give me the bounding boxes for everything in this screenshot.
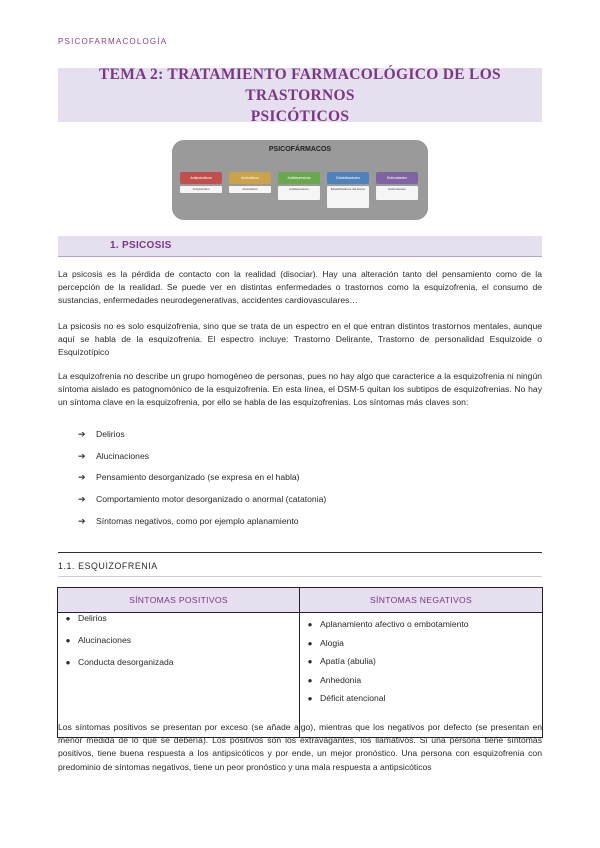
paragraph-psychosis-spectrum: La psicosis no es solo esquizofrenia, sino que se trata de un espectro en el que entran distintos trastornos mentales, aunque aquí se habla de la esquizofrenia. El espectro incluye: Trastorno Delirante, Trastorno de personalidad Esquizoide o Esquizotípico bbox=[58, 321, 542, 358]
arrow-icon: ➔ bbox=[78, 515, 86, 526]
diagram-title: PSICOFÁRMACOS bbox=[268, 146, 332, 153]
paragraph-symptoms-explanation: Los síntomas positivos se presentan por exceso (se añade algo), mientras que los negativos por defecto (se presentan en menor medida de lo que se debería). Los positivos son los extravagantes, los llamativos. Si una persona tiene síntomas positivos, tiene buena respuesta a los antipsicóticos y por ende, un mejor pronóstico. Una persona con esquizofrenia con predominio de síntomas negativos, tiene un peor pronóstico y una mala respuesta a antipsicóticos bbox=[58, 722, 542, 772]
diagram-category-antipsychotics: Antipsicóticos Antipsicótico bbox=[180, 172, 222, 193]
bullet-icon: ● bbox=[65, 614, 71, 623]
bullet-icon: ● bbox=[307, 620, 313, 629]
topic-title-box bbox=[58, 65, 542, 125]
table-list-item: ● Conducta desorganizada bbox=[58, 657, 299, 679]
bullet-icon: ● bbox=[65, 636, 71, 645]
arrow-icon: ➔ bbox=[78, 494, 86, 505]
bullet-icon: ● bbox=[307, 657, 313, 667]
subsection-heading: 1.1. ESQUIZOFRENIA bbox=[58, 561, 158, 571]
diagram-category-anxiolytics: Ansiolíticos Ansiolíticos bbox=[229, 172, 271, 193]
diagram-category-stimulants: Estimulantes Estimulantes bbox=[376, 172, 418, 200]
negative-symptoms-header: SÍNTOMAS NEGATIVOS bbox=[300, 588, 543, 613]
table-list-item: ● Aplanamiento afectivo o embotamiento bbox=[300, 619, 542, 638]
section-heading-bar bbox=[58, 236, 542, 257]
bullet-icon: ● bbox=[65, 658, 71, 667]
table-list-item: ● Anhedonia bbox=[300, 675, 542, 694]
bullet-icon: ● bbox=[307, 675, 313, 685]
diagram-category-antidepressants: Antidepresivos Antidepresivos bbox=[278, 172, 320, 200]
table-list-item: ● Alucinaciones bbox=[58, 635, 299, 657]
bullet-icon: ● bbox=[307, 694, 313, 704]
symptoms-table bbox=[57, 587, 543, 738]
table-list-item: ● Alogia bbox=[300, 638, 542, 657]
divider bbox=[58, 552, 542, 553]
page-header: PSICOFARMACOLOGÍA bbox=[58, 37, 168, 46]
paragraph-schizophrenia: La esquizofrenia no describe un grupo homogéneo de personas, pues no hay algo que caracterice a la esquizofrenia ni ningún síntoma aislado es patognomónico de la esquizofrenia. En esta línea, el DSM-5 quitan los subtipos de esquizofrenias. No hay un síntoma clave en la esquizofrenia, por ello se habla de las esquizofrenias. Los síntomas más claves son: bbox=[58, 371, 542, 408]
table-list-item: ● Delirios bbox=[58, 613, 299, 635]
arrow-icon: ➔ bbox=[78, 450, 86, 461]
list-item: ➔ Alucinaciones bbox=[78, 450, 150, 461]
negative-symptoms-cell bbox=[300, 613, 543, 738]
positive-symptoms-header: SÍNTOMAS POSITIVOS bbox=[58, 588, 300, 613]
section-heading: 1. PSICOSIS bbox=[110, 240, 172, 251]
key-symptoms-list bbox=[78, 429, 326, 537]
topic-title: TEMA 2: TRATAMIENTO FARMACOLÓGICO DE LOS TRASTORNOS PSICÓTICOS bbox=[99, 65, 501, 125]
bullet-icon: ● bbox=[307, 638, 313, 648]
arrow-icon: ➔ bbox=[78, 429, 86, 439]
paragraph-psychosis-definition: La psicosis es la pérdida de contacto con la realidad (disociar). Hay una alteración tanto del pensamiento como de la percepción de la realidad. Se puede ver en distintas enfermedades o trastornos como la esquizofrenia, el consumo de sustancias, enfermedades neurodegenerativas, accidentes cardiovasculares… bbox=[58, 269, 542, 306]
list-item: ➔ Delirios bbox=[78, 429, 125, 439]
divider bbox=[58, 576, 542, 577]
list-item: ➔ Comportamiento motor desorganizado o anormal (catatonia) bbox=[78, 494, 327, 505]
list-item: ➔ Síntomas negativos, como por ejemplo aplanamiento bbox=[78, 515, 299, 526]
psychotropics-diagram bbox=[172, 140, 428, 220]
table-list-item: ● Apatía (abulia) bbox=[300, 656, 542, 675]
list-item: ➔ Pensamiento desorganizado (se expresa en el habla) bbox=[78, 472, 300, 483]
arrow-icon: ➔ bbox=[78, 472, 86, 483]
table-list-item: ● Déficit atencional bbox=[300, 693, 542, 712]
positive-symptoms-cell bbox=[58, 613, 300, 738]
diagram-category-stabilizers: Estabilizadores Estabilizadores del ánimo bbox=[327, 172, 369, 208]
